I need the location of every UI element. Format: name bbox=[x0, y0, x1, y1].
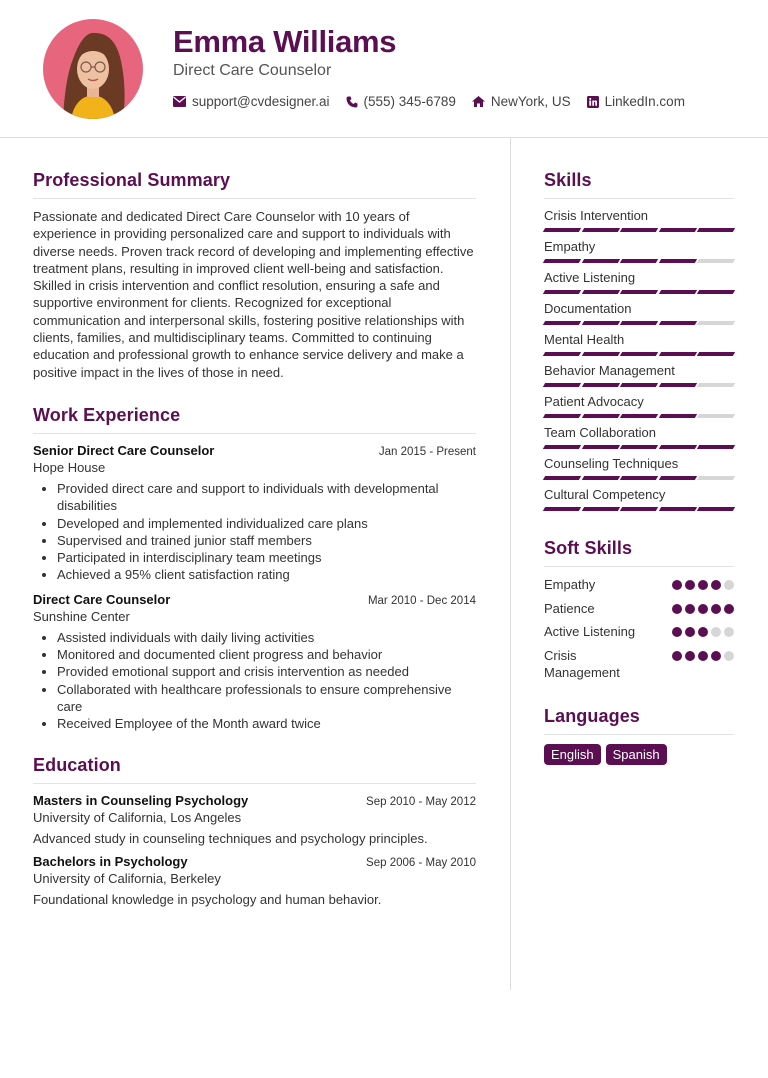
skill-level-bar bbox=[544, 414, 734, 419]
list-item: • Participated in interdisciplinary team meetings bbox=[57, 549, 476, 566]
skill-item bbox=[544, 394, 734, 419]
job-entry bbox=[33, 443, 476, 584]
level-segment-filled bbox=[581, 383, 619, 387]
avatar bbox=[43, 19, 143, 119]
rating-dot-filled bbox=[711, 651, 721, 661]
skill-level-bar bbox=[544, 476, 734, 481]
level-segment-empty bbox=[697, 259, 735, 263]
list-item: • Provided direct care and support to individuals with developmental disabilities bbox=[57, 480, 476, 515]
languages-section bbox=[544, 706, 734, 765]
rating-dot-filled bbox=[698, 580, 708, 590]
skill-name: Documentation bbox=[544, 301, 632, 316]
experience-section bbox=[33, 405, 476, 733]
soft-skill-item bbox=[544, 576, 734, 594]
candidate-name: Emma Williams bbox=[173, 24, 397, 59]
level-segment-empty bbox=[697, 383, 735, 387]
skill-item bbox=[544, 301, 734, 326]
job-date: Jan 2015 - Present bbox=[378, 445, 476, 458]
level-segment-filled bbox=[697, 352, 735, 356]
level-segment-filled bbox=[659, 445, 697, 449]
soft-skill-item bbox=[544, 647, 734, 682]
list-item: • Supervised and trained junior staff members bbox=[57, 532, 476, 549]
degree-title: Bachelors in Psychology bbox=[33, 853, 188, 869]
education-desc: Foundational knowledge in psychology and human behavior. bbox=[33, 891, 382, 907]
school-name: University of California, Los Angeles bbox=[33, 809, 242, 825]
skill-name: Patient Advocacy bbox=[544, 394, 644, 409]
section-title: Soft Skills bbox=[544, 538, 734, 567]
rating-dot-empty bbox=[724, 651, 734, 661]
level-segment-filled bbox=[620, 352, 658, 356]
rating-dot-filled bbox=[685, 580, 695, 590]
list-item: • Provided emotional support and crisis intervention as needed bbox=[57, 663, 476, 680]
level-segment-filled bbox=[543, 259, 581, 263]
education-date: Sep 2010 - May 2012 bbox=[366, 795, 476, 808]
phone-icon bbox=[346, 96, 358, 108]
skill-name: Behavior Management bbox=[544, 363, 675, 378]
skill-item bbox=[544, 332, 734, 357]
level-segment-filled bbox=[620, 383, 658, 387]
level-segment-filled bbox=[659, 228, 697, 232]
rating-dot-filled bbox=[711, 604, 721, 614]
level-segment-filled bbox=[620, 414, 658, 418]
home-icon bbox=[472, 96, 485, 107]
language-badge: Spanish bbox=[606, 744, 667, 765]
job-title: Senior Direct Care Counselor bbox=[33, 442, 215, 458]
email-text: support@cvdesigner.ai bbox=[192, 94, 330, 109]
skill-item bbox=[544, 270, 734, 295]
skill-name: Active Listening bbox=[544, 270, 636, 285]
job-bullets bbox=[33, 629, 476, 733]
list-item: • Assisted individuals with daily living activities bbox=[57, 629, 476, 646]
level-segment-filled bbox=[581, 290, 619, 294]
skill-name: Mental Health bbox=[544, 332, 625, 347]
skill-item bbox=[544, 239, 734, 264]
soft-skills-list bbox=[544, 576, 734, 682]
section-title: Work Experience bbox=[33, 405, 476, 434]
summary-section bbox=[33, 170, 476, 381]
soft-skill-name: Crisis Management bbox=[544, 647, 620, 680]
degree-title: Masters in Counseling Psychology bbox=[33, 792, 249, 808]
level-segment-filled bbox=[581, 507, 619, 511]
rating-dot-empty bbox=[724, 580, 734, 590]
level-segment-filled bbox=[620, 228, 658, 232]
rating-dot-filled bbox=[711, 580, 721, 590]
list-item: • Monitored and documented client progress and behavior bbox=[57, 646, 476, 663]
level-segment-filled bbox=[543, 507, 581, 511]
rating-dot-filled bbox=[685, 627, 695, 637]
level-segment-filled bbox=[543, 352, 581, 356]
skill-level-bar bbox=[544, 290, 734, 295]
skill-level-bar bbox=[544, 445, 734, 450]
skill-name: Cultural Competency bbox=[544, 487, 666, 502]
envelope-icon bbox=[173, 96, 186, 107]
rating-dot-empty bbox=[711, 627, 721, 637]
rating-dot-filled bbox=[672, 604, 682, 614]
level-segment-filled bbox=[581, 445, 619, 449]
candidate-title: Direct Care Counselor bbox=[173, 62, 332, 79]
skill-level-bar bbox=[544, 352, 734, 357]
linkedin-icon bbox=[587, 96, 599, 108]
skill-level-bar bbox=[544, 321, 734, 326]
section-title: Education bbox=[33, 755, 476, 784]
languages-list bbox=[544, 744, 734, 765]
education-entry bbox=[33, 854, 476, 907]
rating-dot-filled bbox=[698, 651, 708, 661]
skill-level-bar bbox=[544, 507, 734, 512]
section-title: Languages bbox=[544, 706, 734, 735]
skill-name: Empathy bbox=[544, 239, 596, 254]
language-badge: English bbox=[544, 744, 601, 765]
job-entry bbox=[33, 592, 476, 733]
soft-skill-name: Active Listening bbox=[544, 624, 636, 639]
contact-linkedin[interactable] bbox=[587, 94, 685, 109]
level-segment-filled bbox=[620, 476, 658, 480]
column-divider bbox=[510, 138, 511, 990]
level-segment-filled bbox=[543, 228, 581, 232]
level-segment-filled bbox=[543, 321, 581, 325]
level-segment-filled bbox=[659, 414, 697, 418]
job-org: Hope House bbox=[33, 459, 106, 475]
skill-item bbox=[544, 456, 734, 481]
job-org: Sunshine Center bbox=[33, 608, 130, 624]
section-title: Professional Summary bbox=[33, 170, 476, 199]
level-segment-empty bbox=[697, 321, 735, 325]
soft-skill-name: Patience bbox=[544, 600, 595, 616]
level-segment-filled bbox=[659, 383, 697, 387]
level-segment-filled bbox=[659, 259, 697, 263]
skill-item bbox=[544, 425, 734, 450]
rating-dot-filled bbox=[672, 627, 682, 637]
location-text: NewYork, US bbox=[490, 94, 571, 109]
level-segment-filled bbox=[543, 383, 581, 387]
soft-skill-rating bbox=[672, 604, 734, 614]
level-segment-filled bbox=[543, 476, 581, 480]
summary-text: Passionate and dedicated Direct Care Counselor with 10 years of experience in providing personalized care and support to individuals with diverse needs. Proven track record of developing and implementing effective treatment plans, resulting in improved client well-being and satisfaction. Skilled in crisis intervention and conflict resolution, ensuring a safe and supportive environment for clients. Recognized for exceptional communication and interpersonal skills, fostering positive relationships with clients, families, and multidisciplinary teams. Committed to continuing education and professional growth to enhance service delivery and make a positive impact in the lives of those in need. bbox=[33, 209, 474, 380]
job-bullets bbox=[33, 480, 476, 584]
level-segment-empty bbox=[697, 476, 735, 480]
skill-name: Team Collaboration bbox=[544, 425, 657, 440]
side-column bbox=[544, 170, 734, 765]
soft-skill-name: Empathy bbox=[544, 577, 596, 592]
level-segment-filled bbox=[620, 445, 658, 449]
list-item: • Developed and implemented individualized care plans bbox=[57, 515, 476, 532]
contact-location bbox=[472, 94, 571, 109]
soft-skills-section bbox=[544, 538, 734, 682]
level-segment-filled bbox=[620, 259, 658, 263]
soft-skill-item bbox=[544, 600, 734, 618]
level-segment-filled bbox=[697, 507, 735, 511]
skills-section bbox=[544, 170, 734, 512]
education-date: Sep 2006 - May 2010 bbox=[366, 856, 476, 869]
level-segment-filled bbox=[581, 259, 619, 263]
rating-dot-filled bbox=[698, 604, 708, 614]
rating-dot-empty bbox=[724, 627, 734, 637]
level-segment-filled bbox=[620, 321, 658, 325]
level-segment-filled bbox=[543, 445, 581, 449]
linkedin-text: LinkedIn.com bbox=[604, 94, 685, 109]
soft-skill-rating bbox=[672, 651, 734, 661]
soft-skill-rating bbox=[672, 627, 734, 637]
level-segment-filled bbox=[620, 290, 658, 294]
level-segment-filled bbox=[697, 290, 735, 294]
skill-level-bar bbox=[544, 259, 734, 264]
contact-email[interactable] bbox=[173, 94, 330, 109]
level-segment-filled bbox=[659, 321, 697, 325]
level-segment-filled bbox=[659, 476, 697, 480]
level-segment-filled bbox=[543, 290, 581, 294]
skills-list bbox=[544, 208, 734, 512]
education-entry bbox=[33, 793, 476, 846]
list-item: • Achieved a 95% client satisfaction rating bbox=[57, 566, 476, 583]
education-desc: Advanced study in counseling techniques and psychology principles. bbox=[33, 830, 428, 846]
skill-level-bar bbox=[544, 383, 734, 388]
job-date: Mar 2010 - Dec 2014 bbox=[367, 594, 476, 607]
rating-dot-filled bbox=[672, 580, 682, 590]
education-section bbox=[33, 755, 476, 907]
soft-skill-rating bbox=[672, 580, 734, 590]
rating-dot-filled bbox=[724, 604, 734, 614]
level-segment-filled bbox=[581, 321, 619, 325]
main-column bbox=[33, 170, 476, 915]
rating-dot-filled bbox=[685, 651, 695, 661]
rating-dot-filled bbox=[672, 651, 682, 661]
skill-item bbox=[544, 208, 734, 233]
contact-phone[interactable] bbox=[346, 94, 456, 109]
level-segment-filled bbox=[697, 445, 735, 449]
list-item: • Collaborated with healthcare professionals to ensure comprehensive care bbox=[57, 681, 476, 716]
list-item: • Received Employee of the Month award twice bbox=[57, 715, 476, 732]
level-segment-filled bbox=[581, 414, 619, 418]
level-segment-empty bbox=[697, 414, 735, 418]
level-segment-filled bbox=[620, 507, 658, 511]
level-segment-filled bbox=[659, 290, 697, 294]
level-segment-filled bbox=[659, 352, 697, 356]
contact-list bbox=[173, 94, 701, 109]
level-segment-filled bbox=[581, 476, 619, 480]
skill-name: Counseling Techniques bbox=[544, 456, 679, 471]
school-name: University of California, Berkeley bbox=[33, 870, 221, 886]
level-segment-filled bbox=[697, 228, 735, 232]
level-segment-filled bbox=[543, 414, 581, 418]
job-title: Direct Care Counselor bbox=[33, 591, 171, 607]
skill-level-bar bbox=[544, 228, 734, 233]
level-segment-filled bbox=[659, 507, 697, 511]
section-title: Skills bbox=[544, 170, 734, 199]
avatar-photo bbox=[43, 19, 143, 119]
phone-text: (555) 345-6789 bbox=[363, 94, 456, 109]
skill-item bbox=[544, 487, 734, 512]
skill-item bbox=[544, 363, 734, 388]
rating-dot-filled bbox=[698, 627, 708, 637]
level-segment-filled bbox=[581, 352, 619, 356]
rating-dot-filled bbox=[685, 604, 695, 614]
skill-name: Crisis Intervention bbox=[544, 208, 649, 223]
soft-skill-item bbox=[544, 623, 734, 641]
resume-header bbox=[0, 0, 768, 138]
level-segment-filled bbox=[581, 228, 619, 232]
